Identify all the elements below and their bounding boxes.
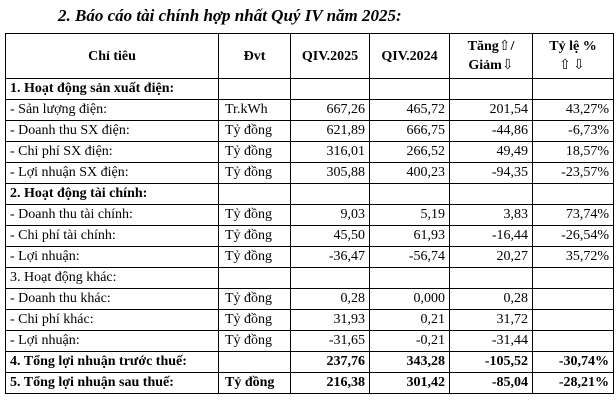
cell-q2024: 666,75 bbox=[370, 121, 450, 142]
table-header-row bbox=[6, 34, 614, 79]
report-title: 2. Báo cáo tài chính hợp nhất Quý IV năm 2025: bbox=[58, 6, 402, 25]
cell-q2024: 400,23 bbox=[370, 163, 450, 184]
header-item: Chỉ tiêu bbox=[6, 34, 219, 79]
cell-unit bbox=[219, 352, 291, 373]
cell-item: - Lợi nhuận: bbox=[6, 331, 219, 352]
cell-change: 0,28 bbox=[450, 289, 533, 310]
cell-pct bbox=[533, 331, 614, 352]
cell-pct bbox=[533, 310, 614, 331]
cell-item: 2. Hoạt động tài chính: bbox=[6, 184, 219, 205]
cell-change: 31,72 bbox=[450, 310, 533, 331]
cell-change: -105,52 bbox=[450, 352, 533, 373]
cell-pct bbox=[533, 79, 614, 100]
header-q2024: QIV.2024 bbox=[370, 34, 450, 79]
table-row bbox=[6, 79, 614, 100]
cell-q2025: 0,28 bbox=[291, 289, 370, 310]
header-change bbox=[450, 34, 533, 79]
cell-item: - Chi phí khác: bbox=[6, 310, 219, 331]
header-change-line1: Tăng⇧/ bbox=[467, 39, 515, 54]
cell-q2025: 237,76 bbox=[291, 352, 370, 373]
cell-change: 3,83 bbox=[450, 205, 533, 226]
cell-q2024: 266,52 bbox=[370, 142, 450, 163]
financial-report-table bbox=[5, 33, 614, 394]
cell-q2025 bbox=[291, 268, 370, 289]
cell-item: 3. Hoạt động khác: bbox=[6, 268, 219, 289]
cell-q2025: 45,50 bbox=[291, 226, 370, 247]
cell-change bbox=[450, 268, 533, 289]
cell-item: 5. Tổng lợi nhuận sau thuế: bbox=[6, 373, 219, 394]
cell-item: 1. Hoạt động sản xuất điện: bbox=[6, 79, 219, 100]
cell-unit: Tỷ đồng bbox=[219, 289, 291, 310]
table-body bbox=[6, 79, 614, 394]
cell-change bbox=[450, 79, 533, 100]
table-row bbox=[6, 268, 614, 289]
cell-item: 4. Tổng lợi nhuận trước thuế: bbox=[6, 352, 219, 373]
table-row bbox=[6, 247, 614, 268]
header-q2025: QIV.2025 bbox=[291, 34, 370, 79]
cell-pct: -6,73% bbox=[533, 121, 614, 142]
cell-q2024: 465,72 bbox=[370, 100, 450, 121]
cell-q2024: 0,000 bbox=[370, 289, 450, 310]
cell-unit bbox=[219, 184, 291, 205]
cell-q2024: -56,74 bbox=[370, 247, 450, 268]
cell-item: - Sản lượng điện: bbox=[6, 100, 219, 121]
cell-change: -31,44 bbox=[450, 331, 533, 352]
cell-q2025: 31,93 bbox=[291, 310, 370, 331]
cell-q2024: 5,19 bbox=[370, 205, 450, 226]
cell-unit: Tỷ đồng bbox=[219, 226, 291, 247]
cell-unit: Tỷ đồng bbox=[219, 373, 291, 394]
cell-item: - Chi phí tài chính: bbox=[6, 226, 219, 247]
table-row bbox=[6, 205, 614, 226]
cell-pct: -28,21% bbox=[533, 373, 614, 394]
header-unit: Đvt bbox=[219, 34, 291, 79]
cell-q2024 bbox=[370, 79, 450, 100]
cell-unit: Tỷ đồng bbox=[219, 247, 291, 268]
cell-change bbox=[450, 184, 533, 205]
cell-item: - Doanh thu tài chính: bbox=[6, 205, 219, 226]
table-row bbox=[6, 142, 614, 163]
header-pct-line1: Tỷ lệ % bbox=[549, 39, 597, 54]
cell-q2024: -0,21 bbox=[370, 331, 450, 352]
cell-q2024 bbox=[370, 268, 450, 289]
cell-change: -85,04 bbox=[450, 373, 533, 394]
cell-q2025: 305,88 bbox=[291, 163, 370, 184]
cell-unit: Tỷ đồng bbox=[219, 331, 291, 352]
cell-pct: 73,74% bbox=[533, 205, 614, 226]
table-row bbox=[6, 373, 614, 394]
cell-q2024 bbox=[370, 184, 450, 205]
cell-change: 20,27 bbox=[450, 247, 533, 268]
cell-q2025: 667,26 bbox=[291, 100, 370, 121]
cell-change: 49,49 bbox=[450, 142, 533, 163]
cell-unit: Tỷ đồng bbox=[219, 310, 291, 331]
cell-q2025 bbox=[291, 184, 370, 205]
table-row bbox=[6, 163, 614, 184]
cell-pct: -26,54% bbox=[533, 226, 614, 247]
cell-q2025: 621,89 bbox=[291, 121, 370, 142]
cell-q2025: 9,03 bbox=[291, 205, 370, 226]
cell-unit bbox=[219, 268, 291, 289]
cell-unit bbox=[219, 79, 291, 100]
cell-item: - Lợi nhuận: bbox=[6, 247, 219, 268]
cell-q2025: 316,01 bbox=[291, 142, 370, 163]
cell-unit: Tr.kWh bbox=[219, 100, 291, 121]
cell-unit: Tỷ đồng bbox=[219, 163, 291, 184]
header-change-line2: Giảm⇩ bbox=[468, 58, 514, 73]
cell-unit: Tỷ đồng bbox=[219, 205, 291, 226]
cell-pct bbox=[533, 289, 614, 310]
cell-q2025 bbox=[291, 79, 370, 100]
table-row bbox=[6, 226, 614, 247]
cell-change: -44,86 bbox=[450, 121, 533, 142]
cell-q2024: 61,93 bbox=[370, 226, 450, 247]
table-row bbox=[6, 331, 614, 352]
table-row bbox=[6, 352, 614, 373]
cell-pct bbox=[533, 268, 614, 289]
cell-q2024: 301,42 bbox=[370, 373, 450, 394]
cell-q2025: -31,65 bbox=[291, 331, 370, 352]
cell-pct: 43,27% bbox=[533, 100, 614, 121]
cell-item: - Doanh thu khác: bbox=[6, 289, 219, 310]
cell-pct: 35,72% bbox=[533, 247, 614, 268]
cell-unit: Tỷ đồng bbox=[219, 121, 291, 142]
cell-q2024: 343,28 bbox=[370, 352, 450, 373]
table-row bbox=[6, 184, 614, 205]
cell-q2025: 216,38 bbox=[291, 373, 370, 394]
cell-change: 201,54 bbox=[450, 100, 533, 121]
cell-unit: Tỷ đồng bbox=[219, 142, 291, 163]
cell-pct: -23,57% bbox=[533, 163, 614, 184]
cell-change: -16,44 bbox=[450, 226, 533, 247]
cell-item: - Chi phí SX điện: bbox=[6, 142, 219, 163]
header-pct-line2: ⇧⇩ bbox=[559, 58, 587, 73]
cell-pct: -30,74% bbox=[533, 352, 614, 373]
cell-change: -94,35 bbox=[450, 163, 533, 184]
table-row bbox=[6, 289, 614, 310]
cell-q2025: -36,47 bbox=[291, 247, 370, 268]
header-pct bbox=[533, 34, 614, 79]
cell-pct: 18,57% bbox=[533, 142, 614, 163]
cell-pct bbox=[533, 184, 614, 205]
cell-q2024: 0,21 bbox=[370, 310, 450, 331]
cell-item: - Doanh thu SX điện: bbox=[6, 121, 219, 142]
table-row bbox=[6, 310, 614, 331]
table-row bbox=[6, 121, 614, 142]
cell-item: - Lợi nhuận SX điện: bbox=[6, 163, 219, 184]
table-row bbox=[6, 100, 614, 121]
